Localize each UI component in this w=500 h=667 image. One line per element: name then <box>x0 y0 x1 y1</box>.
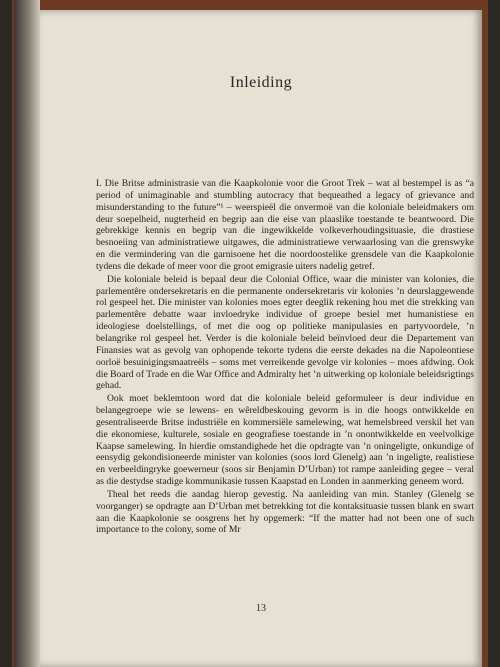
chapter-title: Inleiding <box>229 74 293 91</box>
page-gutter <box>14 0 40 667</box>
page-number: 13 <box>256 603 266 614</box>
paragraph-4: Theal het reeds die aandag hierop gevestig. Na aanleiding van min. Stanley (Glenelg se voorganger) se opdragte aan D’Urban met betrekking tot die kontaksituasie tussen blank en swart aan die Kaapkolonie se oosgrens het hy opgemerk: “If the matter had not been one of such importance to the colony, some of Mr <box>96 488 474 536</box>
paragraph-2: Die koloniale beleid is bepaal deur die Colonial Office, waar die minister van kolonies, die parlementêre ondersekretaris en die permanente ondersekretaris vir kolonies ’n deurslaggewende rol gespeel het. Die minister van kolonies moes egter deeglik rekening hou met die strekking van parlementêre debatte waar invloedryke individue of groepe besiel met humanistiese en ideologiese doelstellings, of met die oog op politieke manipulasies en partyvoordele, ’n belangrike rol gespeel het. Verder is die koloniale beleid beïnvloed deur die Departement van Finansies wat as gevolg van ophopende tekorte tydens die eerste dekades na die Napoleontiese oorloë besuinigingsmaatreëls – soms met verreikende gevolge vir kolonies – moes afdwing. Ook die Board of Trade en die War Office and Admiralty het ’n uitwerking op koloniale beleidsrigtings gehad. <box>96 273 474 392</box>
paragraph-3: Ook moet beklemtoon word dat die koloniale beleid geformuleer is deur individue en belangegroepe wie se lewens- en wêreldbeskouing gevorm is in die hoogs ontwikkelde en gesentraliseerde Britse industriële en kommersiële samelewing, wat hemelsbreed verskil het van die ekonomiese, kulturele, sosiale en geografiese toestande in ’n onontwikkelde en veelvolkige Kaapse samelewing. In hierdie omstandighede het die opdragte van ’n oningeligte, onkundige of eensydig gekondisioneerde minister van kolonies (soos lord Glenelg) aan ’n ingeligte, realistiese en verbeeldingryke goewerneur (soos sir Benjamin D’Urban) tot rampe aanleiding gegee – veral as die destydse stadige kommunikasie tussen Kaapstad en Londen in aanmerking geneem word. <box>96 393 474 488</box>
paragraph-1: I. Die Britse administrasie van die Kaapkolonie voor die Groot Trek – wat al bestempel is as “a period of unimaginable and stumbling autocracy that bequeathed a legacy of grievance and misunderstanding to the future”¹ – weerspieël die onvermoë van die koloniale beleidmakers om deur soepelheid, nugterheid en begrip aan die eise van plaaslike toestande te beantwoord. Die gebrekkige kennis en begrip van die ingewikkelde volkeverhoudingsituasie, die drastiese besnoeiing van administratiewe uitgawes, die administratiewe verwaarlosing van die grenswyke en die vermindering van die garnisoene het die noordoostelike grensdele van die Kaapkolonie tydens die dekade of meer voor die groot emigrasie uiters nadelig getref. <box>96 178 474 272</box>
book-page <box>40 10 482 667</box>
body-text <box>96 178 474 537</box>
